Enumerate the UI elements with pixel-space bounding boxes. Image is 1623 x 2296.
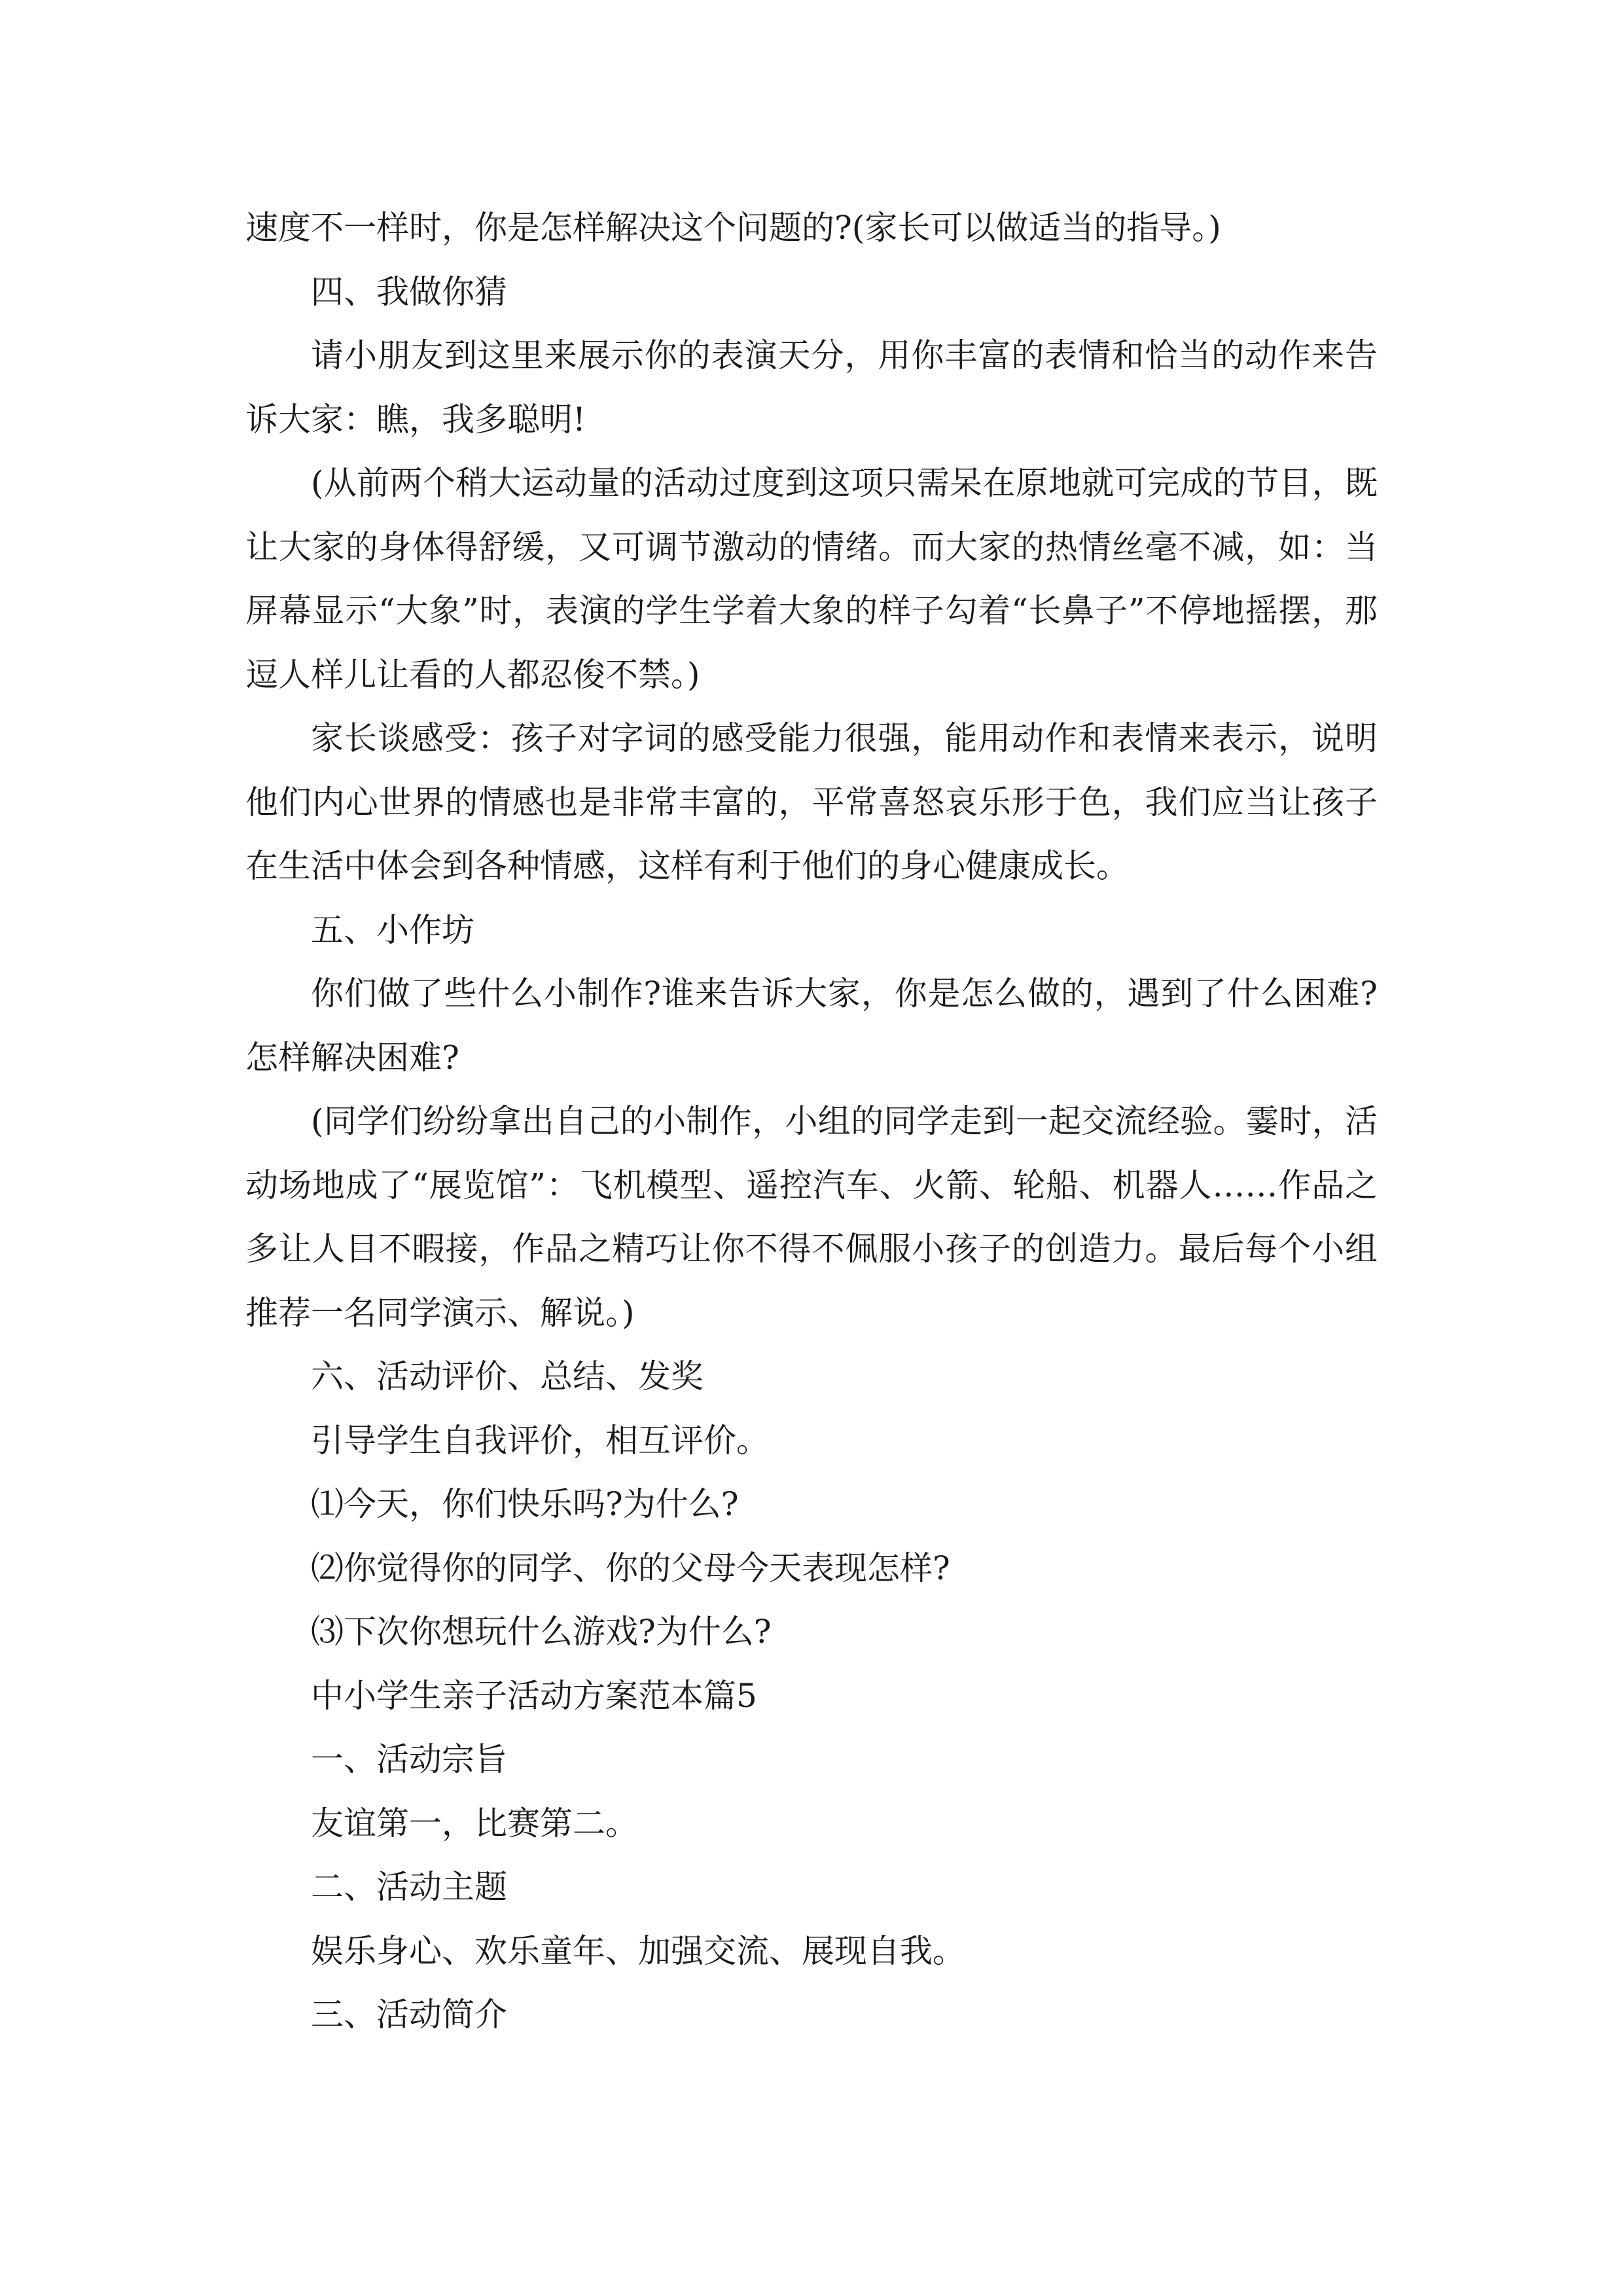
section-heading-3: 三、活动简介 (311, 1996, 507, 2034)
section-heading-2: 二、活动主题 (311, 1868, 507, 1906)
list-item: ⑴今天，你们快乐吗?为什么? (311, 1485, 739, 1523)
section-heading-5: 五、小作坊 (311, 910, 474, 949)
paragraph: 请小朋友到这里来展示你的表演天分，用你丰富的表情和恰当的动作来告诉大家：瞧，我多聪明! (245, 336, 1378, 439)
list-item: ⑵你觉得你的同学、你的父母今天表现怎样? (311, 1549, 950, 1587)
paragraph: 家长谈感受：孩子对字词的感受能力很强，能用动作和表情来表示，说明他们内心世界的情感也是非常丰富的，平常喜怒哀乐形于色，我们应当让孩子在生活中体会到各种情感，这样有利于他们的身心健康成长。 (245, 719, 1378, 885)
section-heading-6: 六、活动评价、总结、发奖 (311, 1357, 704, 1395)
article-title: 中小学生亲子活动方案范本篇5 (311, 1676, 757, 1715)
paragraph: (同学们纷纷拿出自己的小制作，小组的同学走到一起交流经验。霎时，活动场地成了“展览馆”：飞机模型、遥控汽车、火箭、轮船、机器人……作品之多让人目不暇接，作品之精巧让你不得不佩服小孩子的创造力。最后每个小组推荐一名同学演示、解说。) (245, 1102, 1378, 1332)
section-heading-1: 一、活动宗旨 (311, 1740, 507, 1778)
paragraph: 友谊第一，比赛第二。 (311, 1804, 638, 1842)
document-body (245, 196, 1378, 2047)
paragraph: 引导学生自我评价，相互评价。 (311, 1421, 769, 1460)
list-item: ⑶下次你想玩什么游戏?为什么? (311, 1613, 772, 1651)
section-heading-4: 四、我做你猜 (311, 272, 507, 311)
paragraph: 娱乐身心、欢乐童年、加强交流、展现自我。 (311, 1931, 965, 1970)
paragraph: (从前两个稍大运动量的活动过度到这项只需呆在原地就可完成的节目，既让大家的身体得舒缓，又可调节激动的情绪。而大家的热情丝毫不减，如：当屏幕显示“大象”时，表演的学生学着大象的样子勾着“长鼻子”不停地摇摆，那逗人样儿让看的人都忍俊不禁。) (245, 464, 1378, 694)
paragraph: 你们做了些什么小制作?谁来告诉大家，你是怎么做的，遇到了什么困难?怎样解决困难? (245, 975, 1378, 1077)
paragraph-continuation: 速度不一样时，你是怎样解决这个问题的?(家长可以做适当的指导。) (245, 209, 1221, 247)
